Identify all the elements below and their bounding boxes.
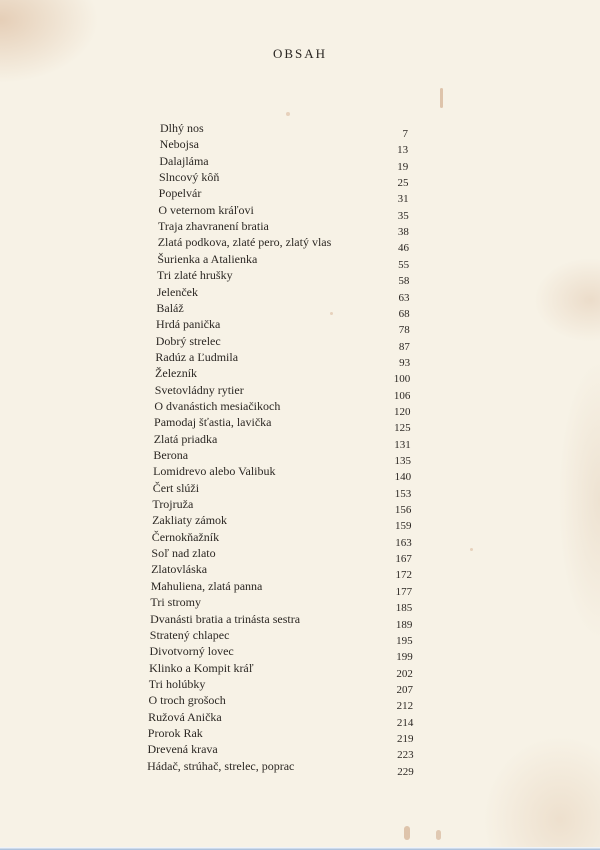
toc-entry-title: Zlatovláska bbox=[151, 562, 208, 577]
toc-entry-title: O troch grošoch bbox=[148, 693, 226, 708]
toc-entry-title: Svetovládny rytier bbox=[154, 382, 244, 397]
toc-entry-title: Hrdá panička bbox=[156, 317, 221, 332]
toc-entry-page-number: 120 bbox=[394, 405, 411, 418]
toc-entry-page-number: 195 bbox=[396, 634, 413, 647]
toc-entry-title: Popelvár bbox=[158, 186, 202, 201]
toc-entry-title: Lomidrevo alebo Valibuk bbox=[153, 464, 276, 479]
toc-entry-title: Čert slúži bbox=[152, 480, 200, 495]
toc-entry-title: Jelenček bbox=[156, 284, 198, 299]
toc-entry-page-number: 159 bbox=[395, 520, 412, 533]
toc-entry-title: Zlatá podkova, zlaté pero, zlatý vlas bbox=[157, 235, 332, 250]
toc-entry-page-number: 13 bbox=[397, 144, 409, 157]
toc-entry-title: Železník bbox=[155, 366, 198, 381]
toc-entry-title: O dvanástich mesiačikoch bbox=[154, 398, 281, 413]
toc-entry-page-number: 219 bbox=[396, 732, 414, 745]
toc-entry-title: Dlhý nos bbox=[160, 121, 204, 135]
toc-entry-page-number: 100 bbox=[393, 373, 411, 386]
toc-entry-title: Zakliaty zámok bbox=[152, 513, 228, 528]
toc-entry-page-number: 156 bbox=[394, 504, 412, 517]
toc-entry-page-number: 7 bbox=[402, 128, 408, 140]
page-title: OBSAH bbox=[272, 46, 328, 61]
toc-entry-page-number: 31 bbox=[397, 193, 409, 206]
toc-entry-title: Mahuliena, zlatá panna bbox=[150, 578, 263, 593]
toc-entry-title: Dalajláma bbox=[159, 153, 209, 168]
toc-entry-title: Trojruža bbox=[152, 497, 194, 512]
toc-entry-page-number: 106 bbox=[393, 389, 411, 402]
toc-entry-page-number: 199 bbox=[396, 651, 413, 664]
toc-entry-title: Tri holúbky bbox=[148, 676, 206, 691]
toc-entry-title: Klinko a Kompit kráľ bbox=[149, 660, 254, 675]
toc-entry-page-number: 125 bbox=[394, 422, 411, 435]
toc-entry-page-number: 19 bbox=[397, 160, 409, 173]
toc-entry-page-number: 68 bbox=[398, 307, 410, 320]
toc-entry-title: Šurienka a Atalienka bbox=[157, 251, 258, 266]
toc-entry-page-number: 131 bbox=[394, 438, 411, 451]
toc-entry-page-number: 55 bbox=[398, 258, 410, 271]
toc-entry-title: Pamodaj šťastia, lavička bbox=[154, 415, 272, 430]
toc-entry-page-number: 212 bbox=[396, 700, 414, 713]
toc-entry-title: Hádač, strúhač, strelec, poprac bbox=[147, 758, 295, 773]
toc-entry-page-number: 163 bbox=[395, 536, 412, 549]
toc-entry-title: Soľ nad zlato bbox=[151, 546, 216, 561]
toc-entry-page-number: 229 bbox=[397, 765, 414, 778]
toc-entry-title: Tri zlaté hrušky bbox=[157, 268, 233, 283]
toc-entry-page-number: 78 bbox=[398, 324, 410, 337]
toc-entry-page-number: 167 bbox=[395, 553, 412, 566]
toc-entry-page-number: 177 bbox=[395, 585, 413, 598]
toc-entry-title: Černokňažník bbox=[151, 529, 220, 544]
toc-entry-title: Berona bbox=[153, 448, 189, 462]
toc-entry-title: Zlatá priadka bbox=[153, 431, 218, 446]
toc-entry-page-number: 63 bbox=[398, 291, 410, 304]
toc-entry-title: Dvanásti bratia a trinásta sestra bbox=[150, 611, 301, 626]
toc-entry-page-number: 172 bbox=[395, 569, 412, 582]
toc-entry-page-number: 185 bbox=[395, 602, 413, 615]
toc-entry-title: Prorok Rak bbox=[147, 725, 203, 740]
toc-entry-page-number: 38 bbox=[397, 226, 409, 239]
toc-entry-page-number: 35 bbox=[397, 209, 409, 222]
toc-entry-page-number: 58 bbox=[398, 275, 410, 288]
toc-entry-title: Nebojsa bbox=[159, 137, 199, 152]
toc-entry-title: Tri stromy bbox=[150, 595, 201, 610]
toc-entry-page-number: 93 bbox=[399, 356, 411, 369]
toc-entry-page-number: 153 bbox=[394, 487, 412, 500]
toc-entry-page-number: 207 bbox=[396, 683, 414, 696]
toc-entry-page-number: 140 bbox=[394, 471, 412, 484]
toc-entry-title: Drevená krava bbox=[147, 742, 218, 757]
toc-entry-page-number: 189 bbox=[395, 618, 413, 631]
toc-entry-title: Stratený chlapec bbox=[149, 627, 230, 642]
toc-entry-title: Slncový kôň bbox=[159, 170, 220, 185]
toc-entry-page-number: 223 bbox=[397, 749, 414, 762]
toc-entry-title: Radúz a Ľudmila bbox=[155, 349, 239, 364]
toc-entry-title: Baláž bbox=[156, 300, 184, 315]
toc-entry-title: Divotvorný lovec bbox=[149, 644, 234, 659]
toc-entry-title: Ružová Anička bbox=[148, 709, 222, 724]
toc-entry-page-number: 25 bbox=[397, 177, 409, 190]
toc-entry-title: O veternom kráľovi bbox=[158, 202, 254, 217]
toc-entry-page-number: 202 bbox=[396, 667, 413, 680]
toc-entry-page-number: 46 bbox=[398, 242, 410, 255]
toc-entry-page-number: 135 bbox=[394, 455, 411, 467]
toc-entry-page-number: 87 bbox=[398, 340, 410, 353]
toc-entry-title: Dobrý strelec bbox=[155, 333, 221, 348]
toc-entry-title: Traja zhavranení bratia bbox=[158, 219, 269, 234]
toc-entry-page-number: 214 bbox=[396, 716, 414, 729]
